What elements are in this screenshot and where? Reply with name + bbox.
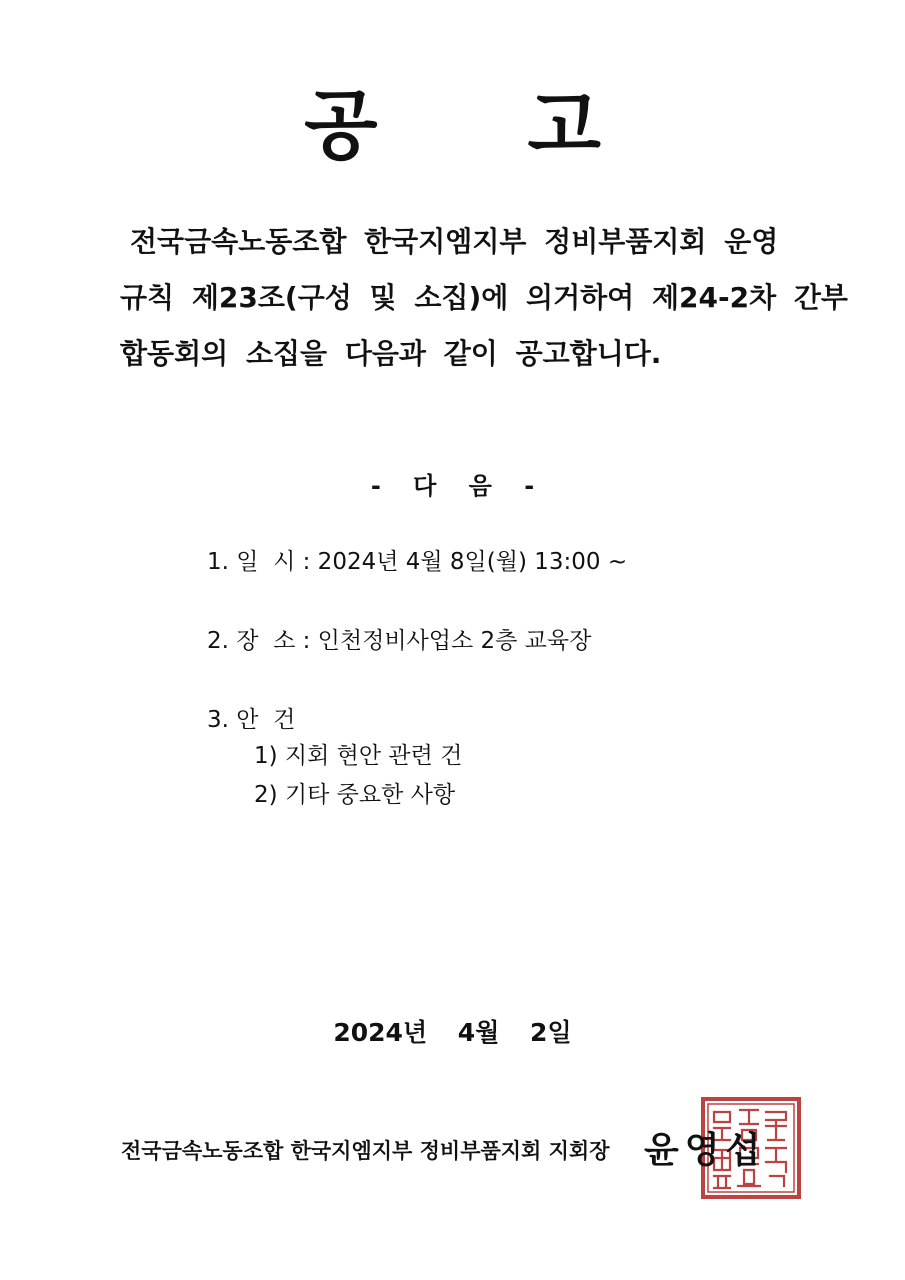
agenda-sub-item-2: 2) 기타 중요한 사항 <box>254 782 456 808</box>
paragraph-line-2: 규칙 제23조(구성 및 소집)에 의거하여 제24-2차 간부 <box>120 281 848 314</box>
notice-date: 2024년 4월 2일 <box>333 1018 572 1047</box>
item-datetime: 1. 일 시 : 2024년 4월 8일(월) 13:00 ~ <box>207 549 628 575</box>
signer-name: 윤영섭 <box>644 1130 767 1171</box>
title-char-1: 공 <box>304 81 378 170</box>
item-location: 2. 장 소 : 인천정비사업소 2층 교육장 <box>207 628 592 654</box>
section-heading: - 다 음 - <box>370 472 535 500</box>
paragraph-line-3: 합동회의 소집을 다음과 같이 공고합니다. <box>120 337 662 370</box>
agenda-sub-item-1: 1) 지회 현안 관련 건 <box>254 743 463 769</box>
document-title <box>0 81 905 170</box>
paragraph-line-1: 전국금속노동조합 한국지엠지부 정비부품지회 운영 <box>130 225 779 258</box>
item-agenda: 3. 안 건 <box>207 707 296 733</box>
title-char-2: 고 <box>527 81 601 170</box>
signature-organization: 전국금속노동조합 한국지엠지부 정비부품지회 지회장 <box>121 1139 610 1163</box>
